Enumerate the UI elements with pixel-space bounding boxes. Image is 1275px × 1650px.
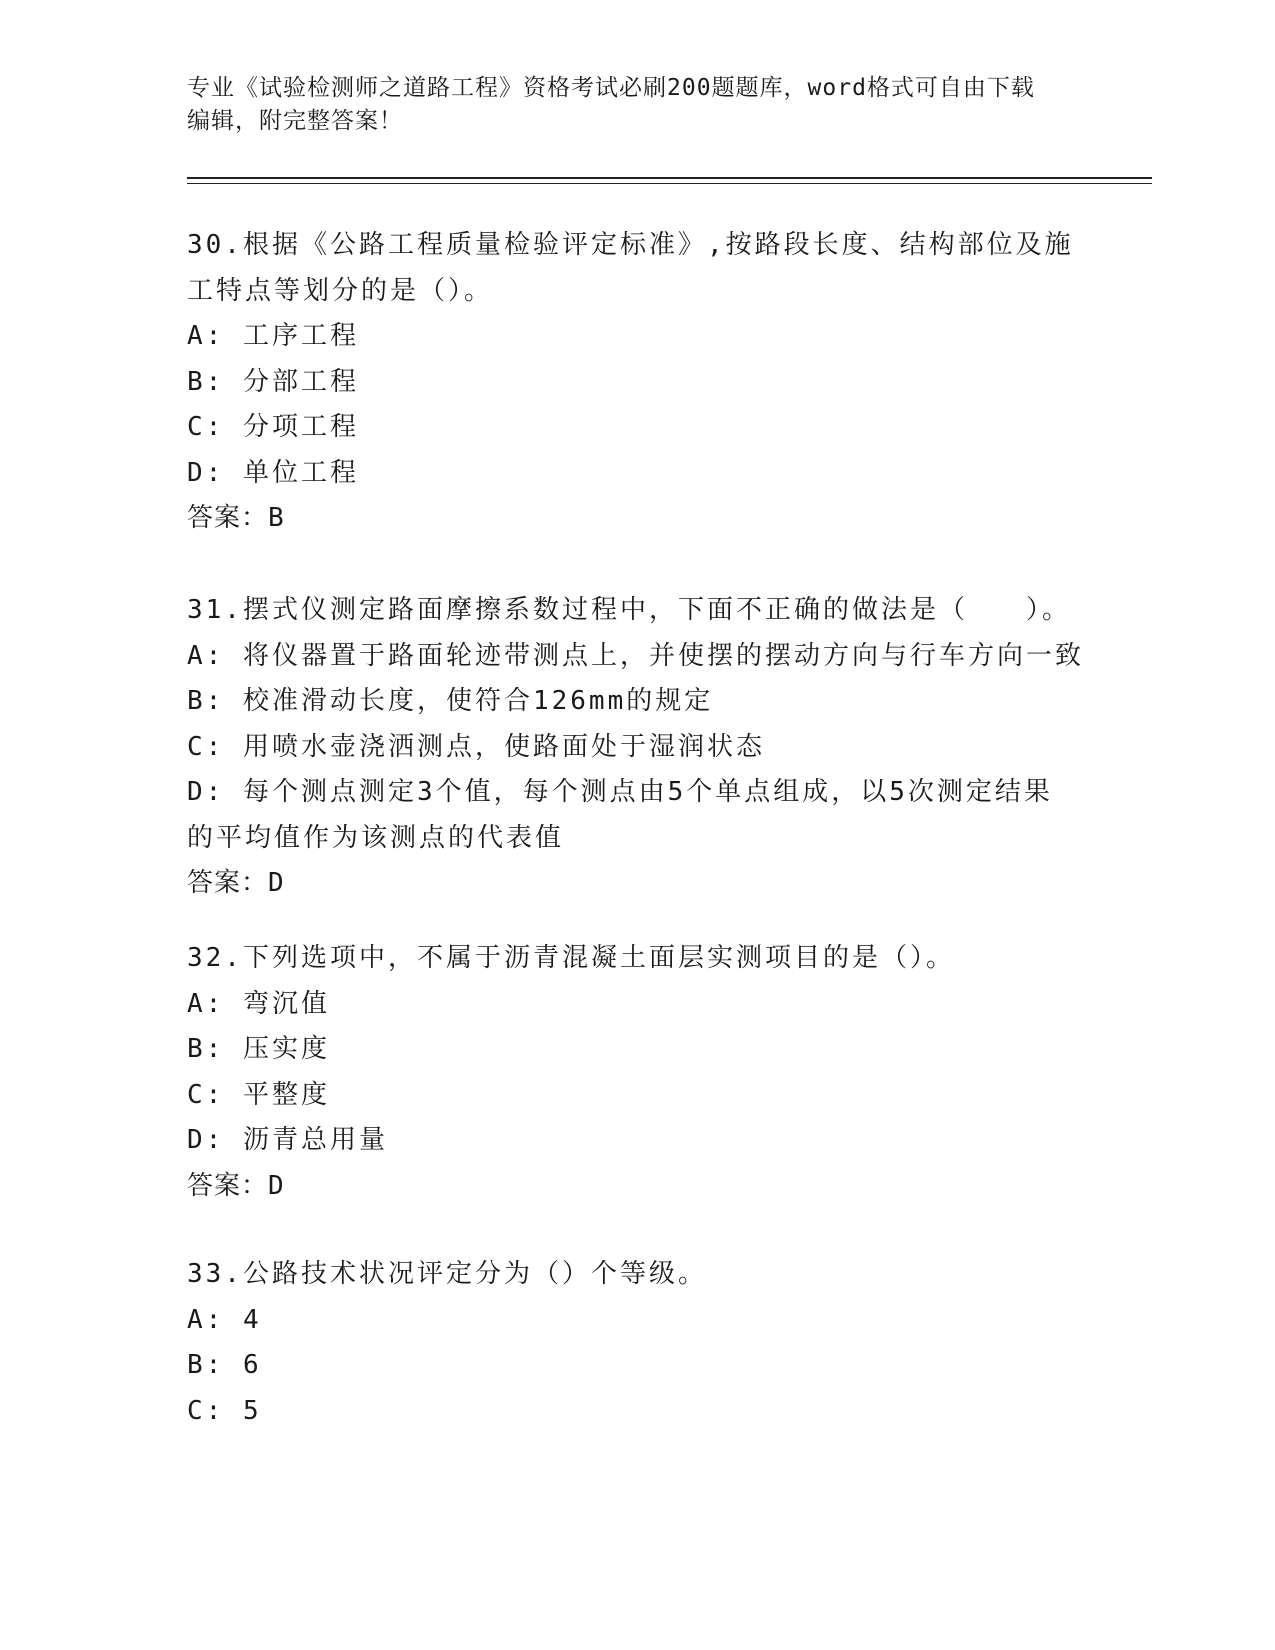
option-c: C: 5 bbox=[187, 1395, 262, 1426]
option-d: D: 单位工程 bbox=[187, 457, 359, 488]
question-33 bbox=[187, 1252, 1087, 1434]
option-d-continued: 的平均值作为该测点的代表值 bbox=[187, 822, 565, 853]
document-header bbox=[187, 72, 1087, 138]
header-divider bbox=[187, 177, 1152, 179]
header-line-1: 专业《试验检测师之道路工程》资格考试必刷200题题库，word格式可自由下载 bbox=[187, 75, 1035, 101]
option-c: C: 分项工程 bbox=[187, 412, 359, 442]
option-a: A: 将仪器置于路面轮迹带测点上，并使摆的摆动方向与行车方向一致 bbox=[187, 640, 1084, 671]
question-stem: 30.根据《公路工程质量检验评定标准》,按路段长度、结构部位及施 bbox=[187, 230, 1074, 260]
answer bbox=[187, 861, 1087, 907]
option-a: A: 工序工程 bbox=[187, 321, 359, 351]
answer-value: D bbox=[268, 868, 285, 898]
question-30 bbox=[187, 223, 1087, 542]
option-c: C: 平整度 bbox=[187, 1079, 330, 1110]
answer-label: 答案： bbox=[187, 503, 269, 533]
header-divider-thin bbox=[187, 183, 1152, 184]
option-b: B: 6 bbox=[187, 1350, 262, 1380]
answer-value: D bbox=[268, 1170, 285, 1201]
answer bbox=[187, 496, 1087, 542]
header-line-2: 编辑，附完整答案！ bbox=[187, 108, 403, 134]
question-32 bbox=[187, 936, 1087, 1209]
option-b: B: 校准滑动长度，使符合126mm的规定 bbox=[187, 686, 714, 716]
answer-label: 答案： bbox=[187, 868, 269, 898]
option-d: D: 沥青总用量 bbox=[187, 1125, 388, 1155]
answer-label: 答案： bbox=[187, 1170, 269, 1201]
option-a: A: 4 bbox=[187, 1304, 262, 1335]
question-stem: 31.摆式仪测定路面摩擦系数过程中，下面不正确的做法是（ ）。 bbox=[187, 595, 1071, 625]
option-b: B: 压实度 bbox=[187, 1034, 330, 1064]
question-stem: 工特点等划分的是（）。 bbox=[187, 275, 494, 306]
option-d: D: 每个测点测定3个值，每个测点由5个单点组成，以5次测定结果 bbox=[187, 777, 1053, 807]
question-stem: 32.下列选项中，不属于沥青混凝土面层实测项目的是（）。 bbox=[187, 943, 955, 973]
option-b: B: 分部工程 bbox=[187, 366, 359, 397]
option-a: A: 弯沉值 bbox=[187, 988, 330, 1019]
answer-value: B bbox=[268, 503, 285, 533]
question-stem: 33.公路技术状况评定分为（）个等级。 bbox=[187, 1259, 707, 1289]
answer bbox=[187, 1164, 1087, 1210]
option-c: C: 用喷水壶浇洒测点，使路面处于湿润状态 bbox=[187, 731, 765, 762]
question-31 bbox=[187, 588, 1087, 907]
